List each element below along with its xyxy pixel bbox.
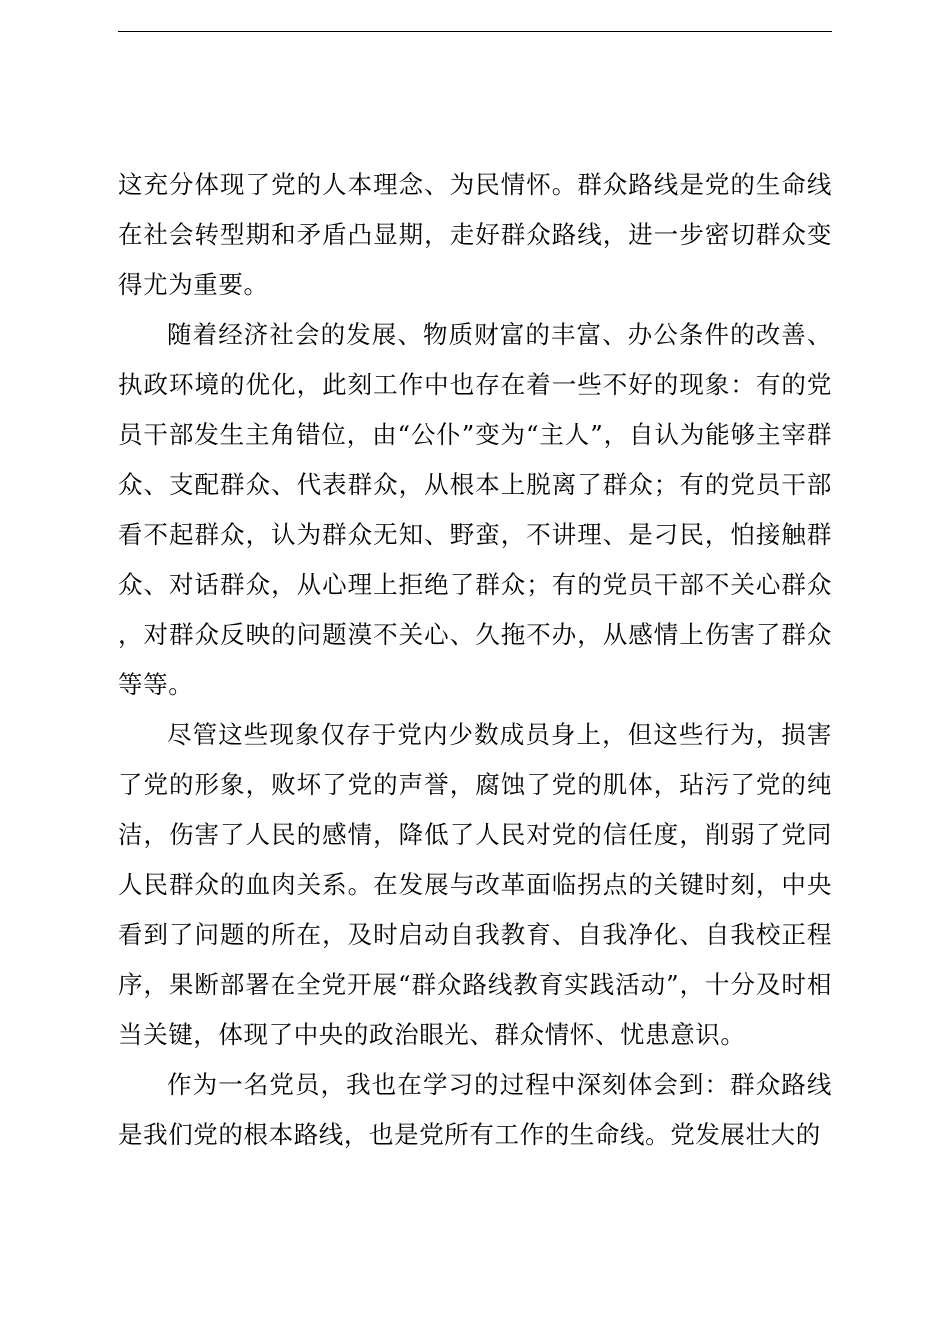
paragraph-4: 作为一名党员，我也在学习的过程中深刻体会到：群众路线是我们党的根本路线，也是党所有工作的生命线。党发展壮大的 [118,1070,832,1149]
paragraph-2: 随着经济社会的发展、物质财富的丰富、办公条件的改善、执政环境的优化，此刻工作中也存在着一些不好的现象：有的党员干部发生主角错位，由“公仆”变为“主人”，自认为能够主宰群众、支配群众、代表群众，从根本上脱离了群众；有的党员干部看不起群众，认为群众无知、野蛮，不讲理、是刁民，怕接触群众、对话群众，从心理上拒绝了群众；有的党员干部不关心群众，对群众反映的问题漠不关心、久拖不办，从感情上伤害了群众等等。 [118,320,832,699]
header-rule [118,31,832,32]
paragraph-3: 尽管这些现象仅存于党内少数成员身上，但这些行为，损害了党的形象，败坏了党的声誉，腐蚀了党的肌体，玷污了党的纯洁，伤害了人民的感情，降低了人民对党的信任度，削弱了党同人民群众的血肉关系。在发展与改革面临拐点的关键时刻，中央看到了问题的所在，及时启动自我教育、自我净化、自我校正程序，果断部署在全党开展“群众路线教育实践活动”，十分及时相当关键，体现了中央的政治眼光、群众情怀、忧患意识。 [118,720,832,1049]
document-body [118,160,832,1160]
paragraph-1: 这充分体现了党的人本理念、为民情怀。群众路线是党的生命线在社会转型期和矛盾凸显期，走好群众路线，进一步密切群众变得尤为重要。 [118,170,832,299]
